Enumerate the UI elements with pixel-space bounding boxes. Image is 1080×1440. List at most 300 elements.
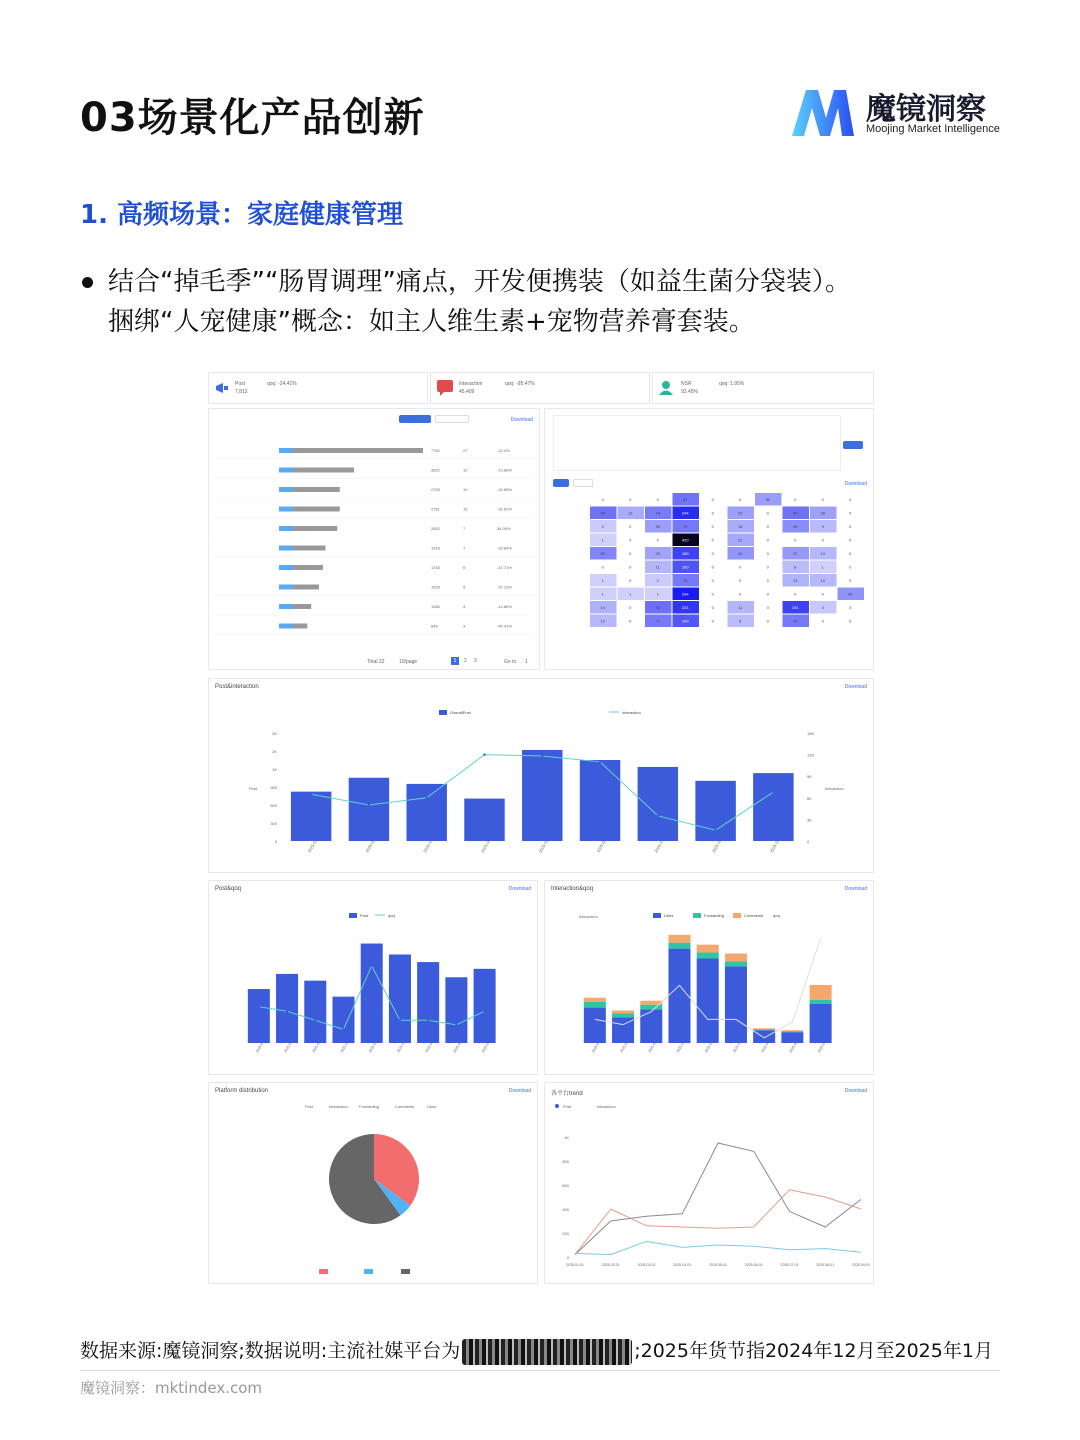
y2-tick-label: 12K [807, 752, 815, 758]
heatmap-value: 32 [765, 497, 770, 502]
table-bar [293, 565, 323, 570]
table-bar-accent [279, 624, 293, 629]
table-cell: 1753 [431, 565, 440, 570]
source-text-b: ;2025年货节指2024年12月至2025年1月 [634, 1340, 993, 1362]
heatmap-value: 0 [656, 537, 659, 543]
heatmap-value: 10 [600, 618, 605, 624]
heatmap-value: 0 [821, 497, 824, 502]
heatmap-value: 0 [794, 497, 797, 502]
heatmap-value: 14 [600, 605, 605, 610]
y-tick-label: 2K [272, 731, 277, 736]
download-button[interactable]: Download [510, 417, 533, 423]
table-cell: -44.41% [497, 623, 512, 629]
table-bar-accent [279, 526, 293, 531]
bar [417, 962, 439, 1043]
heatmap-value: 77 [655, 618, 660, 624]
y-tick-label: 0 [566, 1255, 569, 1260]
line-point [258, 1005, 260, 1007]
x-tick-label: 2025-01 [306, 838, 319, 854]
table-bar [293, 468, 354, 473]
y-tick-label: 200 [562, 1231, 569, 1236]
x-tick-label: 2025-06 [396, 1040, 407, 1054]
legend-swatch [733, 913, 741, 918]
table-bar-accent [279, 448, 293, 453]
x-tick-label: 2025-08-01 [816, 1263, 835, 1267]
interaction-qoq-card [544, 880, 874, 1075]
line-point [314, 1019, 316, 1021]
bullet-dot [82, 277, 93, 288]
x-tick-label: 2025-02 [619, 1040, 630, 1054]
post-interaction-chart [209, 693, 873, 871]
filter-select[interactable] [435, 415, 469, 423]
heatmap-value: 0 [711, 564, 714, 570]
table-cell: -32.84% [497, 545, 512, 551]
x-tick-label: 2025-05 [367, 1040, 378, 1054]
heatmap-value: 0 [711, 497, 714, 502]
line-point [455, 1024, 457, 1026]
kpi-label: NSR [681, 381, 692, 387]
x-tick-label: 2025-04 [479, 838, 492, 854]
heatmap-value: 92 [655, 605, 660, 610]
tab-interaction[interactable] [573, 479, 593, 487]
user-icon [659, 380, 673, 396]
y-tick-label: 1K [272, 767, 277, 772]
y-tick-label: 0 [274, 839, 277, 844]
table-cell: 5 [463, 584, 466, 590]
kpi-value: 93.45% [681, 389, 698, 395]
bar [276, 974, 298, 1043]
line-point [399, 1019, 401, 1021]
goto-label: Go to [504, 659, 517, 665]
heatmap-value: 0 [849, 497, 852, 502]
table-cell: 12 [463, 467, 468, 473]
line-point [657, 815, 659, 817]
line-point [599, 761, 601, 763]
legend-label: Interaction [597, 1104, 616, 1109]
heatmap-value: 0 [766, 618, 769, 624]
heatmap-value: 79 [793, 618, 798, 624]
table-cell: 3 [463, 623, 466, 629]
stacked-bar-segment [753, 1028, 775, 1029]
download-button[interactable]: Download [508, 1088, 531, 1094]
table-bar [293, 585, 319, 590]
page-button-3[interactable]: 3 [474, 658, 477, 664]
bullet-text [108, 262, 1008, 342]
bar [474, 969, 496, 1043]
heatmap-value: 0 [629, 551, 632, 556]
logo-subtitle: Moojing Market Intelligence [866, 123, 1000, 135]
x-tick-label: 2025-04 [675, 1040, 686, 1054]
stacked-bar-segment [781, 1031, 803, 1032]
heatmap-value: 0 [849, 564, 852, 570]
heatmap-value: 2 [601, 524, 604, 529]
y2-tick-label: 9K [807, 774, 812, 780]
heatmap-value: 0 [766, 564, 769, 570]
stacked-bar-segment [697, 953, 719, 959]
trend-line [575, 1241, 861, 1254]
table-bar-accent [279, 507, 293, 512]
heatmap-value: 0 [794, 591, 797, 597]
bar [361, 944, 383, 1043]
heatmap-value: 140 [681, 618, 689, 624]
heatmap-value: 87 [683, 497, 688, 502]
stacked-bar-segment [781, 1032, 803, 1043]
table-cell: 15 [463, 506, 468, 512]
heatmap-value: 21 [738, 537, 743, 543]
x-tick-label: 2025-04 [339, 1040, 350, 1054]
bar [638, 767, 678, 841]
table-cell: -37.13% [497, 584, 512, 590]
legend-swatch [439, 710, 447, 715]
dashboard-screenshot [208, 372, 874, 1284]
download-button[interactable]: Download [508, 886, 531, 892]
kpi-value: 45,409 [459, 389, 475, 395]
bar [695, 781, 735, 841]
table-cell: -13.86% [497, 467, 512, 473]
stacked-bar-segment [725, 966, 747, 1043]
line-point [541, 755, 543, 757]
tab-volume[interactable] [553, 479, 569, 487]
stacked-bar-segment [753, 1030, 775, 1043]
download-button[interactable]: Download [844, 886, 867, 892]
x-tick-label: 2025-07 [760, 1040, 771, 1054]
heatmap-value: 0 [629, 524, 632, 529]
data-source-note [80, 1336, 993, 1365]
table-cell: 1916 [431, 545, 440, 551]
heatmap-value: 0 [739, 578, 742, 583]
kpi-card-nsr [652, 372, 874, 404]
heatmap-value: 1 [629, 591, 632, 597]
heatmap-value: 0 [849, 537, 852, 543]
legend-label: Likes [427, 1104, 437, 1109]
legend-label: Interaction [622, 710, 641, 715]
x-tick-label: 2025-06 [595, 838, 608, 854]
heatmap-value: 90 [600, 510, 605, 516]
stacked-bar-segment [668, 935, 690, 943]
heatmap-value: 0 [711, 510, 714, 516]
stacked-bar-segment [612, 1011, 634, 1014]
heatmap-value: 0 [849, 605, 852, 610]
legend-label: Forwarding [704, 913, 725, 918]
trend-line [575, 1143, 861, 1255]
x-tick-label: 2025-08 [452, 1040, 463, 1054]
heatmap-value: 0 [766, 605, 769, 610]
heatmap-value: 29 [738, 510, 743, 516]
line-point [371, 965, 373, 967]
x-tick-label: 2025-02 [283, 1040, 294, 1054]
y2-tick-label: 15K [807, 731, 815, 736]
stacked-bar-segment [810, 1004, 832, 1043]
heatmap-value: 28 [820, 510, 825, 516]
x-tick-label: 2025-07 [424, 1040, 435, 1054]
megaphone-icon [214, 381, 230, 395]
x-tick-label: 2025-08 [788, 1040, 799, 1054]
heatmap-value: 0 [849, 510, 852, 516]
stacked-bar-segment [612, 1014, 634, 1018]
table-cell: 3622 [431, 467, 440, 473]
table-cell: 6 [463, 565, 466, 570]
heatmap-value: 1 [601, 578, 604, 583]
bar [389, 955, 411, 1044]
heatmap-card [544, 408, 874, 670]
table-cell: 846 [431, 623, 438, 629]
stacked-bar-segment [697, 958, 719, 1043]
chat-icon [436, 379, 454, 397]
confirm-button[interactable] [843, 441, 863, 449]
heatmap-value: 0 [766, 578, 769, 583]
heatmap-value: 0 [629, 618, 632, 624]
heatmap-value: 9 [821, 524, 824, 529]
bar [464, 799, 504, 841]
table-cell: 19 [463, 487, 468, 492]
post-qoq-chart [209, 895, 537, 1073]
heatmap-value: 0 [711, 591, 714, 597]
heatmap-value: 76 [683, 578, 688, 583]
table-cell: 2761 [431, 506, 440, 512]
heatmap-value: 2 [656, 578, 659, 583]
heatmap-value: 0 [629, 605, 632, 610]
page-button-1[interactable]: 1 [451, 657, 459, 665]
download-button[interactable]: Download [844, 481, 867, 487]
heatmap-value: 1 [601, 537, 604, 543]
axis-settings-panel [553, 415, 841, 471]
site-credit: 魔镜洞察：mktindex.com [80, 1379, 263, 1397]
bar [522, 750, 562, 841]
heatmap-value: 0 [739, 497, 742, 502]
stacked-bar-segment [725, 954, 747, 962]
heatmap-value: 0 [739, 564, 742, 570]
heatmap-value: 1 [821, 564, 824, 570]
heatmap-value: 3 [821, 605, 824, 610]
heatmap-value: 0 [849, 551, 852, 556]
y-tick-label: 1K [564, 1135, 569, 1140]
chart-title: Platform distribution [215, 1088, 269, 1094]
bullet-line-2: 捆绑“人宠健康”概念：如主人维生素+宠物营养膏套装。 [108, 307, 755, 337]
legend-label: Comments [395, 1104, 415, 1109]
page-button-2[interactable]: 2 [464, 658, 467, 664]
kpi-qoq: qoq: 1.95% [719, 381, 745, 387]
legend-label: Forwarding [359, 1104, 380, 1109]
y-tick-label: 2K [272, 749, 277, 754]
y-tick-label: 900 [270, 785, 277, 790]
heatmap-value: 10 [820, 551, 825, 556]
bar [332, 997, 354, 1043]
bar [349, 778, 389, 841]
table-cell: 7 [463, 526, 466, 531]
redacted-block [462, 1339, 632, 1365]
heatmap-value: 294 [681, 591, 689, 597]
heatmap-value: 40 [738, 551, 743, 556]
table-bar [293, 526, 337, 531]
goto-input[interactable]: 1 [525, 659, 528, 665]
platform-card [208, 1082, 538, 1284]
heatmap-value: 0 [821, 618, 824, 624]
table-total: Total 22 [367, 659, 385, 665]
table-cell: -14.86% [497, 604, 512, 609]
heatmap-value: 0 [629, 537, 632, 543]
table-cell: 7762 [431, 448, 440, 453]
table-bar-accent [279, 468, 293, 473]
x-tick-label: 2025-01 [591, 1040, 601, 1054]
legend-dot [555, 1104, 559, 1108]
line-point [310, 793, 312, 795]
bar [580, 760, 620, 841]
heatmap-value: 18 [738, 524, 743, 529]
legend-label: Post [360, 913, 369, 918]
legend-swatch [693, 913, 701, 918]
legend-swatch [319, 1269, 328, 1274]
chart-title: Post&interaction [215, 684, 259, 690]
legend-swatch [349, 913, 357, 918]
y-tick-label: 600 [562, 1183, 569, 1188]
heatmap-value: 0 [656, 497, 659, 502]
kpi-value: 7,812 [235, 389, 248, 395]
section-subtitle: 1. 高频场景：家庭健康管理 [80, 200, 404, 230]
heatmap-value: 1 [656, 591, 659, 597]
bar [445, 977, 467, 1043]
heatmap-value: 0 [711, 537, 714, 543]
y2-axis-label: Interaction [825, 786, 844, 791]
heatmap-value: 49 [793, 524, 798, 529]
stacked-bar-segment [753, 1029, 775, 1030]
table-cell: -22.4% [497, 448, 510, 453]
heatmap-value: 0 [601, 564, 604, 570]
trend-line-chart [545, 1097, 873, 1283]
x-tick-label: 2025-09-01 [852, 1263, 870, 1267]
heatmap-value: 0 [711, 524, 714, 529]
x-tick-label: 2025-06 [732, 1040, 743, 1054]
post-interaction-card [208, 678, 874, 873]
table-cell: 1080 [431, 604, 440, 609]
y-tick-label: 600 [270, 803, 277, 808]
heatmap-value: 0 [766, 524, 769, 529]
line-point [342, 1028, 344, 1030]
heatmap-value: 0 [711, 618, 714, 624]
heatmap [545, 493, 873, 669]
post-qoq-card [208, 880, 538, 1075]
table-cell: 27 [463, 448, 468, 453]
heatmap-value: 0 [766, 551, 769, 556]
heatmap-value: 42 [848, 591, 853, 597]
stacked-bar-segment [668, 949, 690, 1043]
table-bar-accent [279, 604, 293, 609]
legend-label: qoq [773, 913, 780, 918]
table-cell: 7 [463, 545, 466, 551]
stacked-bar-segment [640, 1005, 662, 1010]
heatmap-value: 25 [655, 551, 660, 556]
x-tick-label: 2025-05-01 [709, 1263, 727, 1267]
line-point [368, 804, 370, 806]
x-tick-label: 2025-04-01 [673, 1263, 692, 1267]
x-tick-label: 2025-01 [255, 1040, 265, 1054]
x-tick-label: 2025-07-01 [780, 1263, 799, 1267]
line-point [483, 1010, 485, 1012]
heatmap-value: 0 [739, 591, 742, 597]
heatmap-value: 0 [711, 578, 714, 583]
x-tick-label: 2025-09 [768, 838, 781, 854]
heatmap-value: 0 [601, 497, 604, 502]
heatmap-value: 0 [849, 618, 852, 624]
heatmap-value: 74 [655, 510, 660, 516]
heatmap-value: 189 [681, 551, 689, 556]
stacked-bar-segment [668, 943, 690, 949]
bar [406, 784, 446, 841]
x-tick-label: 2025-03 [422, 838, 434, 854]
kpi-qoq: qoq: -24.41% [267, 381, 297, 387]
heatmap-value: 420 [681, 537, 689, 543]
source-text-a: 数据来源:魔镜洞察;数据说明:主流社媒平台为 [80, 1340, 461, 1362]
heatmap-value: 0 [849, 524, 852, 529]
heatmap-value: 79 [683, 524, 688, 529]
heatmap-value: 0 [629, 497, 632, 502]
logo-name: 魔镜洞察 [866, 92, 986, 127]
y-tick-label: 800 [562, 1159, 569, 1164]
download-button[interactable]: Download [844, 1088, 867, 1094]
line-point [426, 797, 428, 799]
x-tick-label: 2025-09 [816, 1040, 827, 1054]
heatmap-value: 8 [794, 564, 797, 570]
ranking-table-card [208, 408, 540, 670]
legend-label: Post [563, 1104, 572, 1109]
table-cell: 2602 [431, 526, 440, 531]
legend-swatch [653, 913, 661, 918]
legend-label: Likes [664, 913, 674, 918]
y2-tick-label: 6K [807, 795, 812, 801]
table-cell: 54.05% [497, 526, 511, 531]
stacked-bar-segment [697, 945, 719, 953]
kpi-label: Interaction [459, 381, 483, 387]
heatmap-value: 0 [849, 578, 852, 583]
table-bar-accent [279, 546, 293, 551]
bullet-line-1: 结合“掉毛季”“肠胃调理”痛点，开发便携装（如益生菌分袋装）。 [108, 267, 851, 297]
x-tick-label: 2025-05 [703, 1040, 714, 1054]
x-tick-label: 2025-03 [311, 1040, 322, 1054]
kpi-card-post [208, 372, 428, 404]
x-tick-label: 2025-09 [480, 1040, 491, 1054]
heatmap-value: 0 [629, 564, 632, 570]
x-tick-label: 2025-01-01 [566, 1263, 584, 1267]
heatmap-value: 191 [791, 605, 799, 610]
bar [753, 773, 793, 841]
heatmap-value: 0 [794, 537, 797, 543]
stacked-bar-segment [584, 998, 606, 1002]
table-cell: -32.62% [497, 506, 512, 512]
heatmap-value: 10 [820, 578, 825, 583]
line-point [772, 791, 774, 793]
download-button[interactable]: Download [844, 684, 867, 690]
y-tick-label: 300 [270, 821, 277, 826]
filter-button-active[interactable] [399, 415, 431, 423]
stacked-bar-segment [584, 1008, 606, 1043]
heatmap-value: 150 [681, 564, 689, 570]
legend-label: Interaction [329, 1104, 348, 1109]
table-bar [293, 507, 340, 512]
heatmap-value: 13 [793, 578, 798, 583]
table-bar-accent [279, 487, 293, 492]
line-point [483, 753, 485, 755]
page-size-select[interactable]: 10/page [399, 659, 418, 665]
line-point [286, 1010, 288, 1012]
table-bar [293, 604, 311, 609]
chart-title: 各平台trend [551, 1091, 583, 1097]
heatmap-value: 221 [681, 605, 689, 610]
table-bar-accent [279, 585, 293, 590]
heatmap-value: 0 [629, 578, 632, 583]
heatmap-value: 0 [711, 551, 714, 556]
y-axis-label: Post [249, 786, 258, 791]
x-tick-label: 2025-06-01 [744, 1263, 763, 1267]
table-cell: -47.71% [497, 565, 512, 570]
